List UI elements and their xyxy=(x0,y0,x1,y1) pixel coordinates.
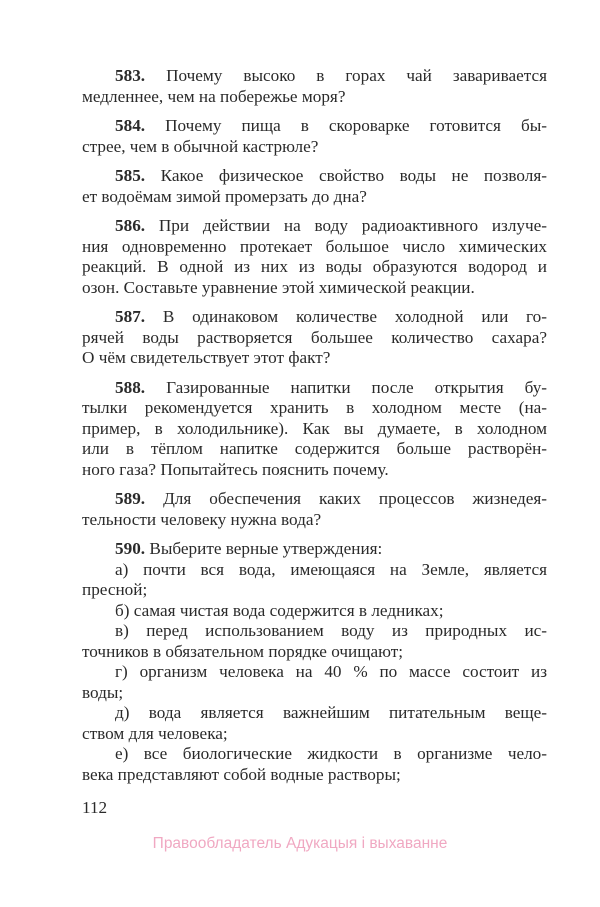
exercise-585 xyxy=(82,166,547,207)
watermark: Правообладатель Адукацыя і выхаванне xyxy=(152,835,448,852)
exercise-number: 589. xyxy=(115,489,146,508)
text-line xyxy=(82,683,547,704)
line-text: стрее, чем в обычной кастрюле? xyxy=(82,136,319,156)
exercise-number: 588. xyxy=(115,377,146,397)
text-line xyxy=(82,580,547,601)
exercise-587 xyxy=(82,307,547,369)
text-line xyxy=(82,87,547,108)
text-line xyxy=(82,439,547,460)
exercise-number: 585. xyxy=(115,166,146,185)
answer-option xyxy=(82,703,547,744)
line-text: ния одновременно протекает большое число химических xyxy=(82,236,547,256)
line-text: Для обеспечения каких процессов жизнедея- xyxy=(163,489,547,508)
line-text: Выберите верные утверждения: xyxy=(149,539,383,558)
text-line xyxy=(82,601,547,622)
exercise-588 xyxy=(82,378,547,481)
line-text: Почему пища в скороварке готовится бы- xyxy=(165,116,547,135)
line-text: тылки рекомендуется хранить в холодном месте (на- xyxy=(82,398,547,417)
text-line xyxy=(82,398,547,419)
line-text: озон. Составьте уравнение этой химической реакции. xyxy=(82,277,475,297)
exercise-number: 584. xyxy=(115,116,146,135)
line-text: ного газа? Попытайтесь пояснить почему. xyxy=(82,459,389,479)
line-text: Почему высоко в горах чай заваривается xyxy=(166,66,547,85)
text-line xyxy=(82,278,547,299)
page-number: 112 xyxy=(82,798,108,817)
answer-option xyxy=(82,601,547,622)
answer-option xyxy=(82,560,547,601)
text-line xyxy=(82,307,547,328)
line-text: Газированные напитки после открытия бу- xyxy=(166,377,548,397)
text-line xyxy=(82,765,547,786)
line-text: б) самая чистая вода содержится в ледниках; xyxy=(115,600,444,620)
text-line xyxy=(82,489,547,510)
text-line xyxy=(82,257,547,278)
text-line xyxy=(82,724,547,745)
text-line xyxy=(82,378,547,399)
text-line xyxy=(82,137,547,158)
exercise-number: 583. xyxy=(115,66,146,85)
text-line xyxy=(82,621,547,642)
line-text: медленнее, чем на побережье моря? xyxy=(82,86,346,106)
line-text: точников в обязательном порядке очищают; xyxy=(82,641,403,661)
line-text: При действии на воду радиоактивного излуче- xyxy=(158,216,548,235)
line-text: а) почти вся вода, имеющаяся на Земле, является xyxy=(115,559,547,579)
line-text: Какое физическое свойство воды не позволя- xyxy=(160,166,547,185)
line-text: или в тёплом напитке содержится больше растворён- xyxy=(82,439,547,458)
text-line xyxy=(82,560,547,581)
line-text: реакций. В одной из них из воды образуются водород и xyxy=(82,257,547,276)
text-line xyxy=(82,744,547,765)
exercise-586 xyxy=(82,216,547,298)
line-text: тельности человеку нужна вода? xyxy=(82,509,322,529)
line-text: ством для человека; xyxy=(82,723,228,743)
line-text: в) перед использованием воду из природных ис- xyxy=(115,621,547,640)
text-line xyxy=(82,328,547,349)
text-line xyxy=(82,703,547,724)
text-line xyxy=(82,237,547,258)
exercise-number: 587. xyxy=(115,307,146,326)
answer-option xyxy=(82,621,547,662)
text-line xyxy=(82,66,547,87)
line-text: г) организм человека на 40 % по массе состоит из xyxy=(115,662,547,681)
text-line xyxy=(82,187,547,208)
line-text: В одинаковом количестве холодной или го- xyxy=(162,307,547,326)
line-text: пример, в холодильнике). Как вы думаете, в холодном xyxy=(82,418,547,438)
line-text: е) все биологические жидкости в организме чело- xyxy=(115,744,547,763)
text-line xyxy=(82,642,547,663)
exercise-number: 590. xyxy=(115,539,146,558)
answer-option xyxy=(82,744,547,785)
text-line xyxy=(82,348,547,369)
answer-option xyxy=(82,662,547,703)
text-line xyxy=(82,510,547,531)
line-text: века представляют собой водные растворы; xyxy=(82,764,401,784)
line-text: рячей воды растворяется большее количество сахара? xyxy=(82,327,547,347)
text-line xyxy=(82,539,547,560)
exercise-584 xyxy=(82,116,547,157)
line-text: д) вода является важнейшим питательным веще- xyxy=(115,703,547,722)
page-text xyxy=(82,66,547,785)
line-text: ет водоёмам зимой промерзать до дна? xyxy=(82,186,367,206)
exercise-583 xyxy=(82,66,547,107)
text-line xyxy=(82,460,547,481)
text-line xyxy=(82,419,547,440)
exercise-589 xyxy=(82,489,547,530)
line-text: О чём свидетельствует этот факт? xyxy=(82,348,331,367)
line-text: пресной; xyxy=(82,580,148,599)
page xyxy=(0,66,600,854)
text-line xyxy=(82,116,547,137)
text-line xyxy=(82,166,547,187)
exercise-number: 586. xyxy=(115,216,146,235)
text-line xyxy=(82,216,547,237)
line-text: воды; xyxy=(82,682,124,702)
exercise-590 xyxy=(82,539,547,560)
text-line xyxy=(82,662,547,683)
